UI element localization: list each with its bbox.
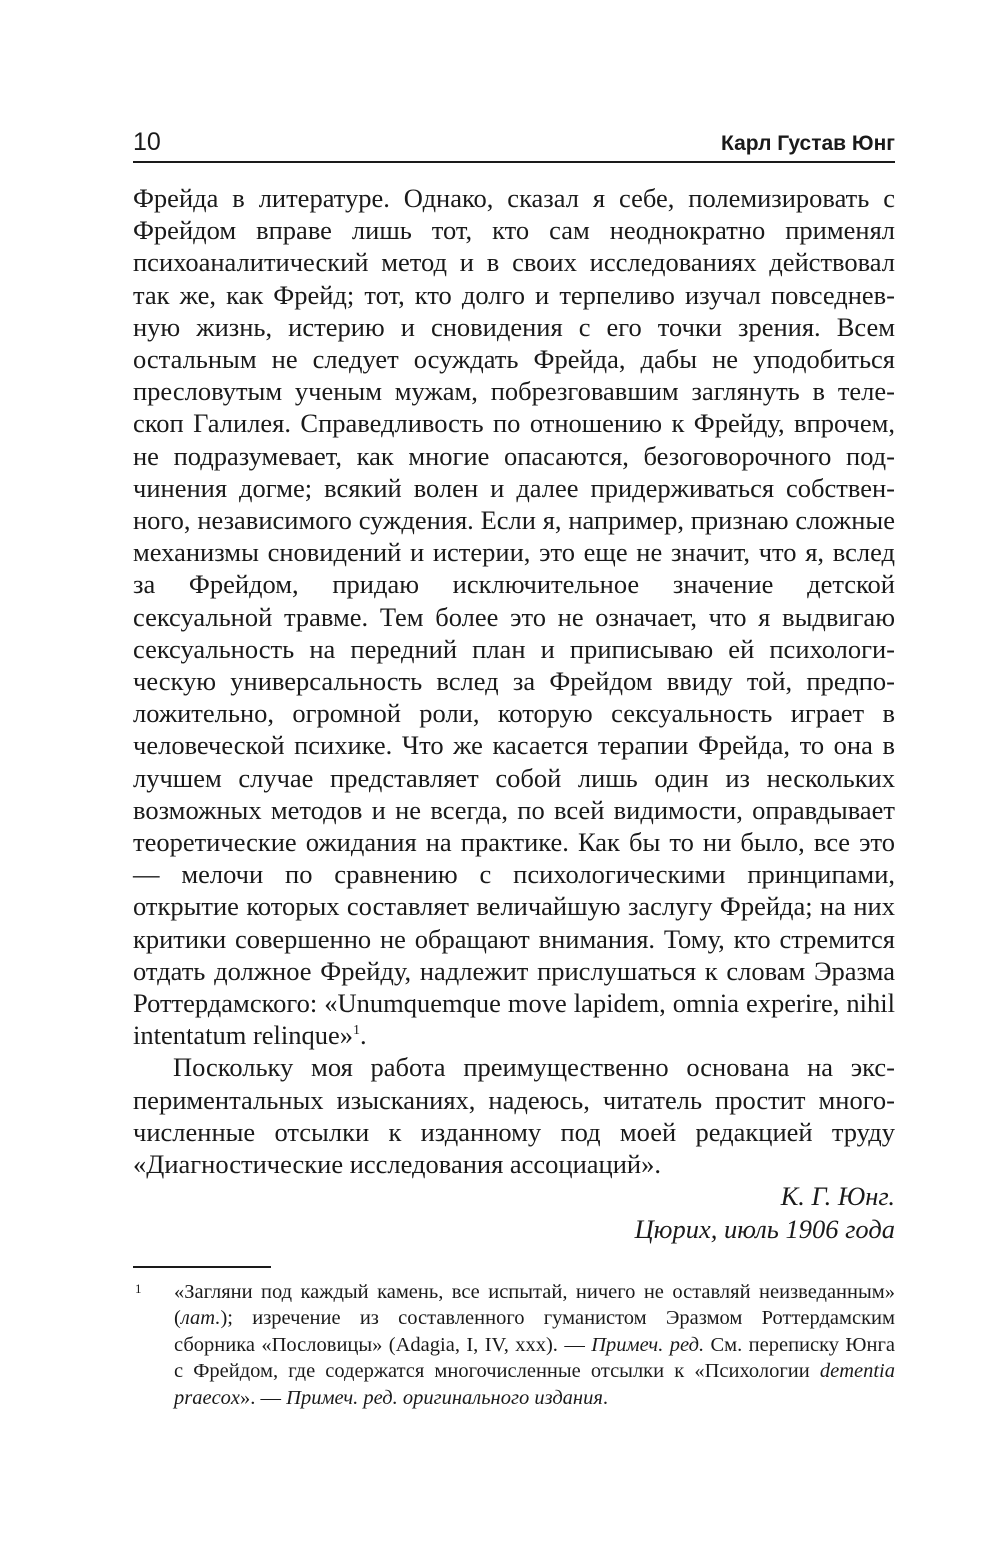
paragraph-1-text: Фрейда в литературе. Однако, сказал я себе, полемизировать с Фрейдом вправе лишь тот, кто сам неоднократно применял психоаналитический метод и в своих исследованиях действовал так же, как Фрейд; тот, кто долго и терпеливо изучал повседневную жизнь, истерию и сновидения с его точки зрения. Всем остальным не следует осуждать Фрейда, дабы не уподобиться пресловутым ученым мужам, побрезговавшим заглянуть в телескоп Галилея. Справедливость по отношению к Фрейду, впрочем, не подразумевает, как многие опасаются, безоговорочного подчинения догме; всякий волен и далее придерживаться собственного, независимого суждения. Если я, например, признаю сложные механизмы сновидений и истерии, это еще не значит, что я, вслед за Фрейдом, придаю исключительное значение детской сексуальной травме. Тем более это не означает, что я выдвигаю сексуальность на передний план и приписываю ей психологическую универсальность вслед за Фрейдом ввиду той, предположительно, огромной роли, которую сексуальность играет в человеческой психике. Что же касается терапии Фрейда, то она в лучшем случае представляет собой лишь один из нескольких возможных методов и не всегда, по всей видимости, оправдывает теоретические ожидания на практике. Как бы то ни было, все это — мелочи по сравнению с психологическими принципами, открытие которых составляет величайшую заслугу Фрейда; на них критики совершенно не обращают внимания. Тому, кто стремится отдать должное Фрейду, надлежит прислушаться к словам Эразма Роттердамского: «Unumquemque move lapidem, omnia experire, nihil intentatum relinque» xyxy=(133,183,895,1051)
footnote-lat: лат. xyxy=(180,1307,221,1330)
footnote-dementia: dementia praecox xyxy=(174,1360,895,1410)
footnote-text-4: ». — xyxy=(240,1387,287,1410)
footnote-text-2: ); изречение из составленного гуманистом Эразмом Роттердамским сборника «Пословицы» (Adagia, I, IV, xxx). — xyxy=(174,1307,895,1356)
footnote-divider xyxy=(133,1266,271,1268)
signature-author: К. Г. Юнг. xyxy=(780,1181,895,1212)
footnote-end: . xyxy=(602,1387,609,1410)
footnote-editor-note-2: Примеч. ред. оригинального издания xyxy=(286,1387,603,1410)
running-head xyxy=(133,128,895,163)
footnote-reference[interactable]: 1 xyxy=(353,1023,361,1039)
footnote xyxy=(133,1279,895,1412)
body-text xyxy=(133,182,895,1180)
paragraph-1 xyxy=(133,182,895,1051)
signature-place-date: Цюрих, июль 1906 года xyxy=(634,1213,895,1244)
signature xyxy=(133,1180,895,1244)
footnote-editor-note-1: Примеч. ред. xyxy=(591,1333,705,1356)
footnote-text-1: «Загляни под каждый камень, все испытай, ничего не оставляй неизведанным» ( xyxy=(174,1280,895,1330)
paragraph-1-end: . xyxy=(360,1020,367,1051)
book-page xyxy=(133,128,895,1412)
running-title: Карл Густав Юнг xyxy=(721,132,895,155)
paragraph-2: Поскольку моя работа преимущественно основана на экспериментальных изысканиях, надеюсь, читатель простит многочисленные отсылки к изданному под моей редакцией труду «Диагностические исследования ассоциаций». xyxy=(133,1052,895,1180)
footnote-marker: 1 xyxy=(135,1280,142,1296)
footnote-text-3: См. переписку Юнга с Фрейдом, где содержатся многочисленные отсылки к «Психологии xyxy=(174,1333,895,1383)
page-number: 10 xyxy=(133,128,161,156)
